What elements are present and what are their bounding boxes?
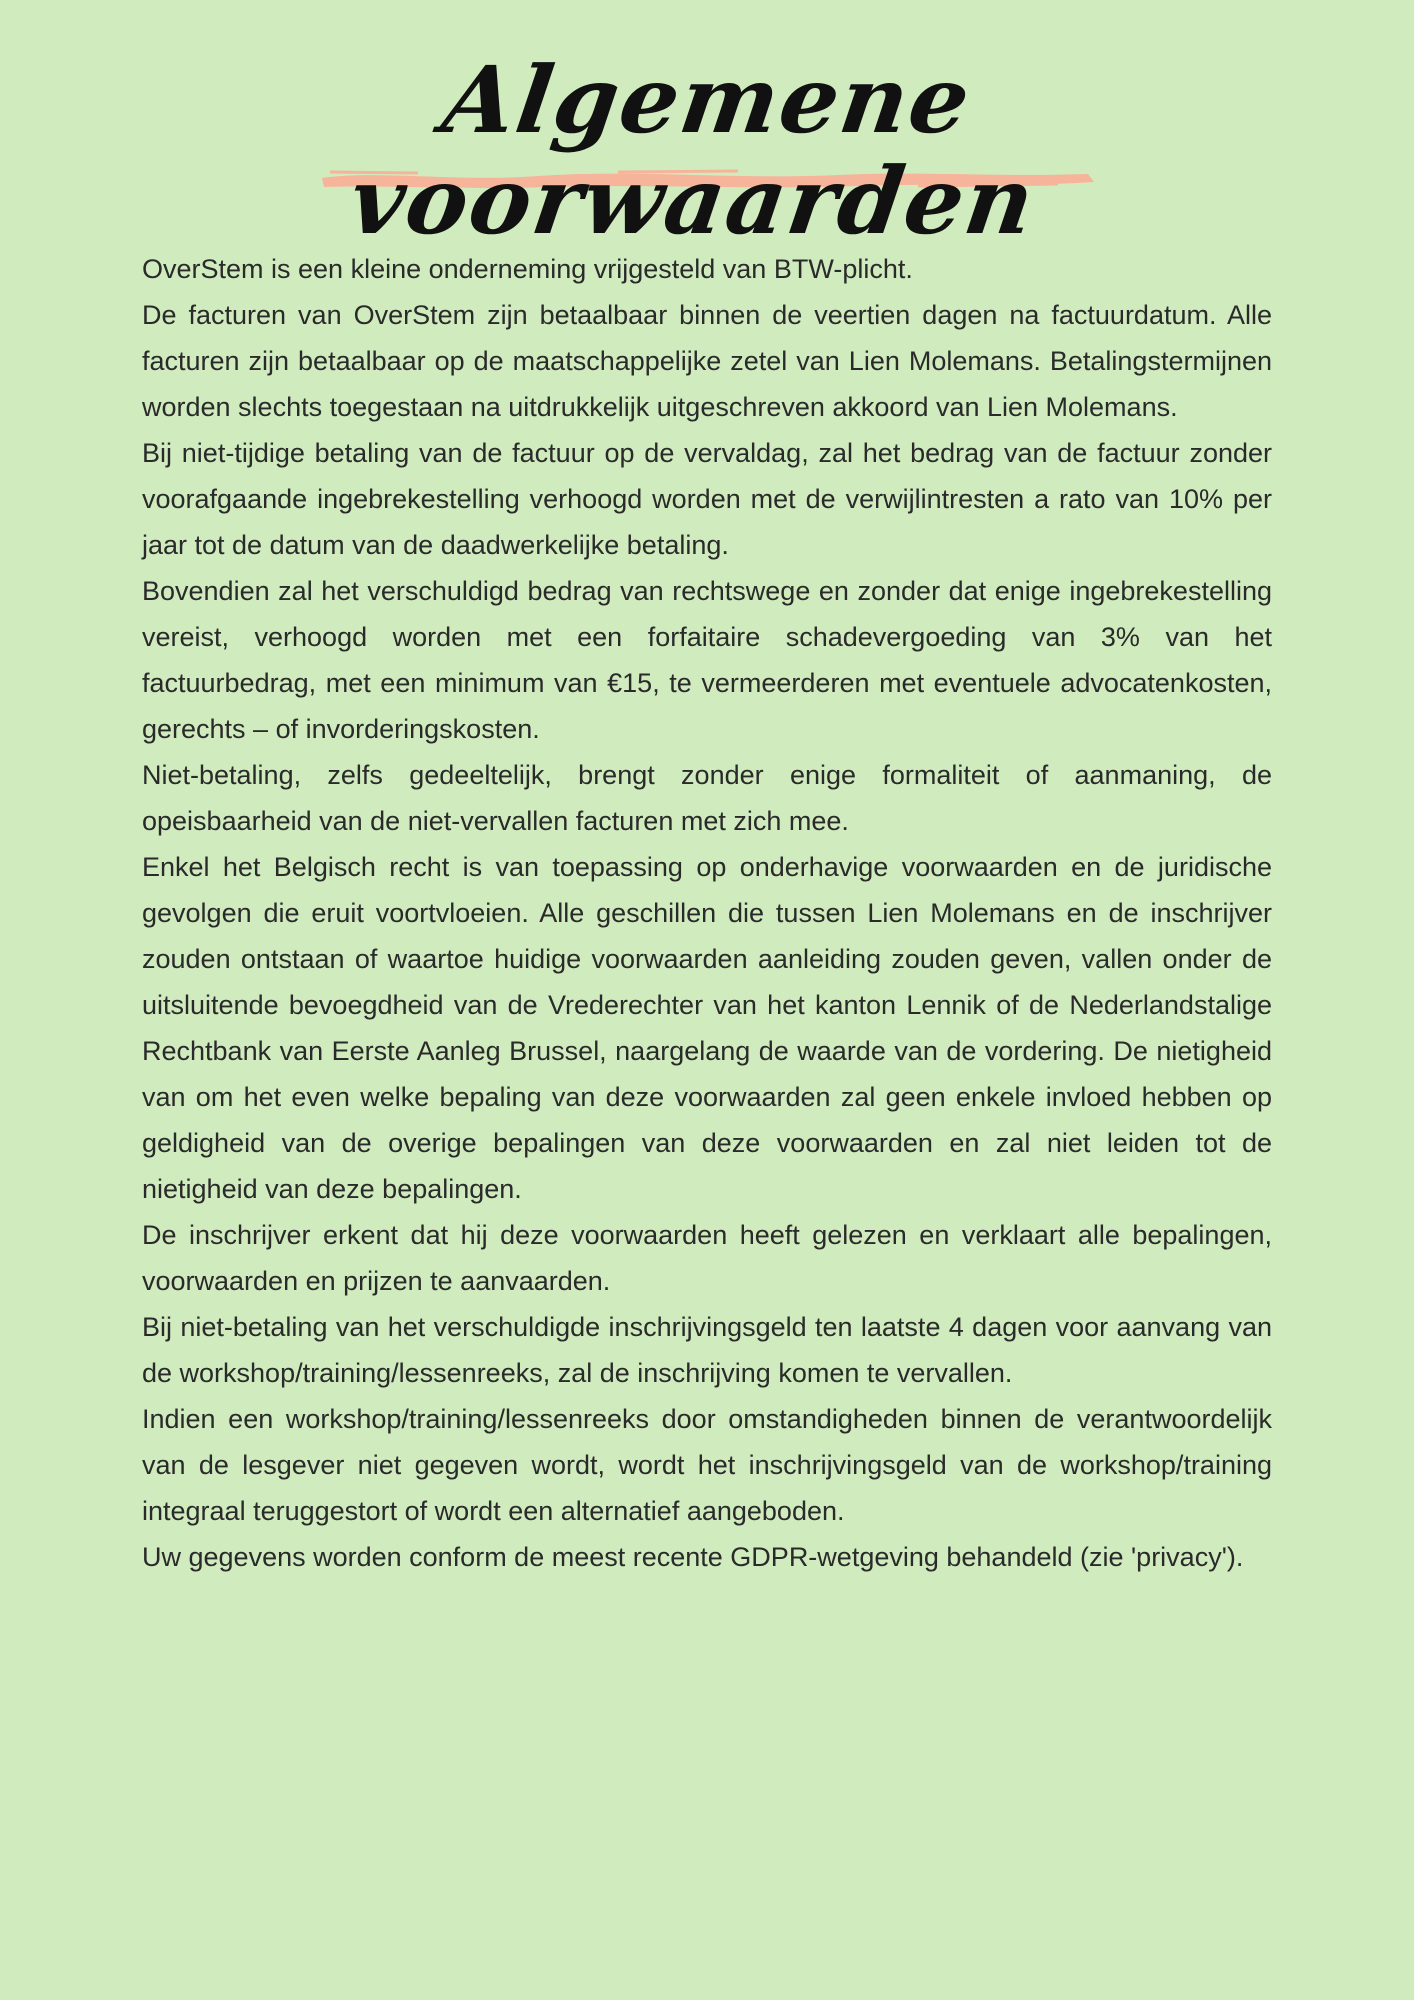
paragraph: Bij niet-tijdige betaling van de factuur op de vervaldag, zal het bedrag van de factuur zonder voorafgaande ingebrekestelling verhoogd worden met de verwijlintresten a rato van 10% per jaar tot de datum van de daadwerkelijke betaling.: [142, 438, 1272, 560]
paragraph: Indien een workshop/training/lessenreeks door omstandigheden binnen de verantwoordelijk van de lesgever niet gegeven wordt, wordt het inschrijvingsgeld van de workshop/training integraal teruggestort of wordt een alternatief aangeboden.: [142, 1404, 1272, 1526]
page-title: Algemene voorwaarden: [343, 46, 1043, 256]
paragraph: Niet-betaling, zelfs gedeeltelijk, brengt zonder enige formaliteit of aanmaning, de opeisbaarheid van de niet-vervallen facturen met zich mee.: [142, 760, 1272, 836]
title-block: [300, 40, 1100, 256]
terms-body: [142, 246, 1272, 1580]
paragraph: De inschrijver erkent dat hij deze voorwaarden heeft gelezen en verklaart alle bepalingen, voorwaarden en prijzen te aanvaarden.: [142, 1220, 1272, 1296]
paragraph: Uw gegevens worden conform de meest recente GDPR-wetgeving behandeld (zie 'privacy').: [142, 1542, 1244, 1572]
paragraph: Enkel het Belgisch recht is van toepassing op onderhavige voorwaarden en de juridische gevolgen die eruit voortvloeien. Alle geschillen die tussen Lien Molemans en de inschrijver zouden ontstaan of waartoe huidige voorwaarden aanleiding zouden geven, vallen onder de uitsluitende bevoegdheid van de Vrederechter van het kanton Lennik of de Nederlandstalige Rechtbank van Eerste Aanleg Brussel, naargelang de waarde van de vordering. De nietigheid van om het even welke bepaling van deze voorwaarden zal geen enkele invloed hebben op geldigheid van de overige bepalingen van deze voorwaarden en zal niet leiden tot de nietigheid van deze bepalingen.: [142, 852, 1272, 1204]
paragraph: OverStem is een kleine onderneming vrijgesteld van BTW-plicht.: [142, 254, 913, 284]
paragraph: De facturen van OverStem zijn betaalbaar binnen de veertien dagen na factuurdatum. Alle facturen zijn betaalbaar op de maatschappelijke zetel van Lien Molemans. Betalingstermijnen worden slechts toegestaan na uitdrukkelijk uitgeschreven akkoord van Lien Molemans.: [142, 300, 1272, 422]
paragraph: Bij niet-betaling van het verschuldigde inschrijvingsgeld ten laatste 4 dagen voor aanvang van de workshop/training/lessenreeks, zal de inschrijving komen te vervallen.: [142, 1312, 1272, 1388]
paragraph: Bovendien zal het verschuldigd bedrag van rechtswege en zonder dat enige ingebrekestelling vereist, verhoogd worden met een forfaitaire schadevergoeding van 3% van het factuurbedrag, met een minimum van €15, te vermeerderen met eventuele advocatenkosten, gerechts – of invorderingskosten.: [142, 576, 1272, 744]
